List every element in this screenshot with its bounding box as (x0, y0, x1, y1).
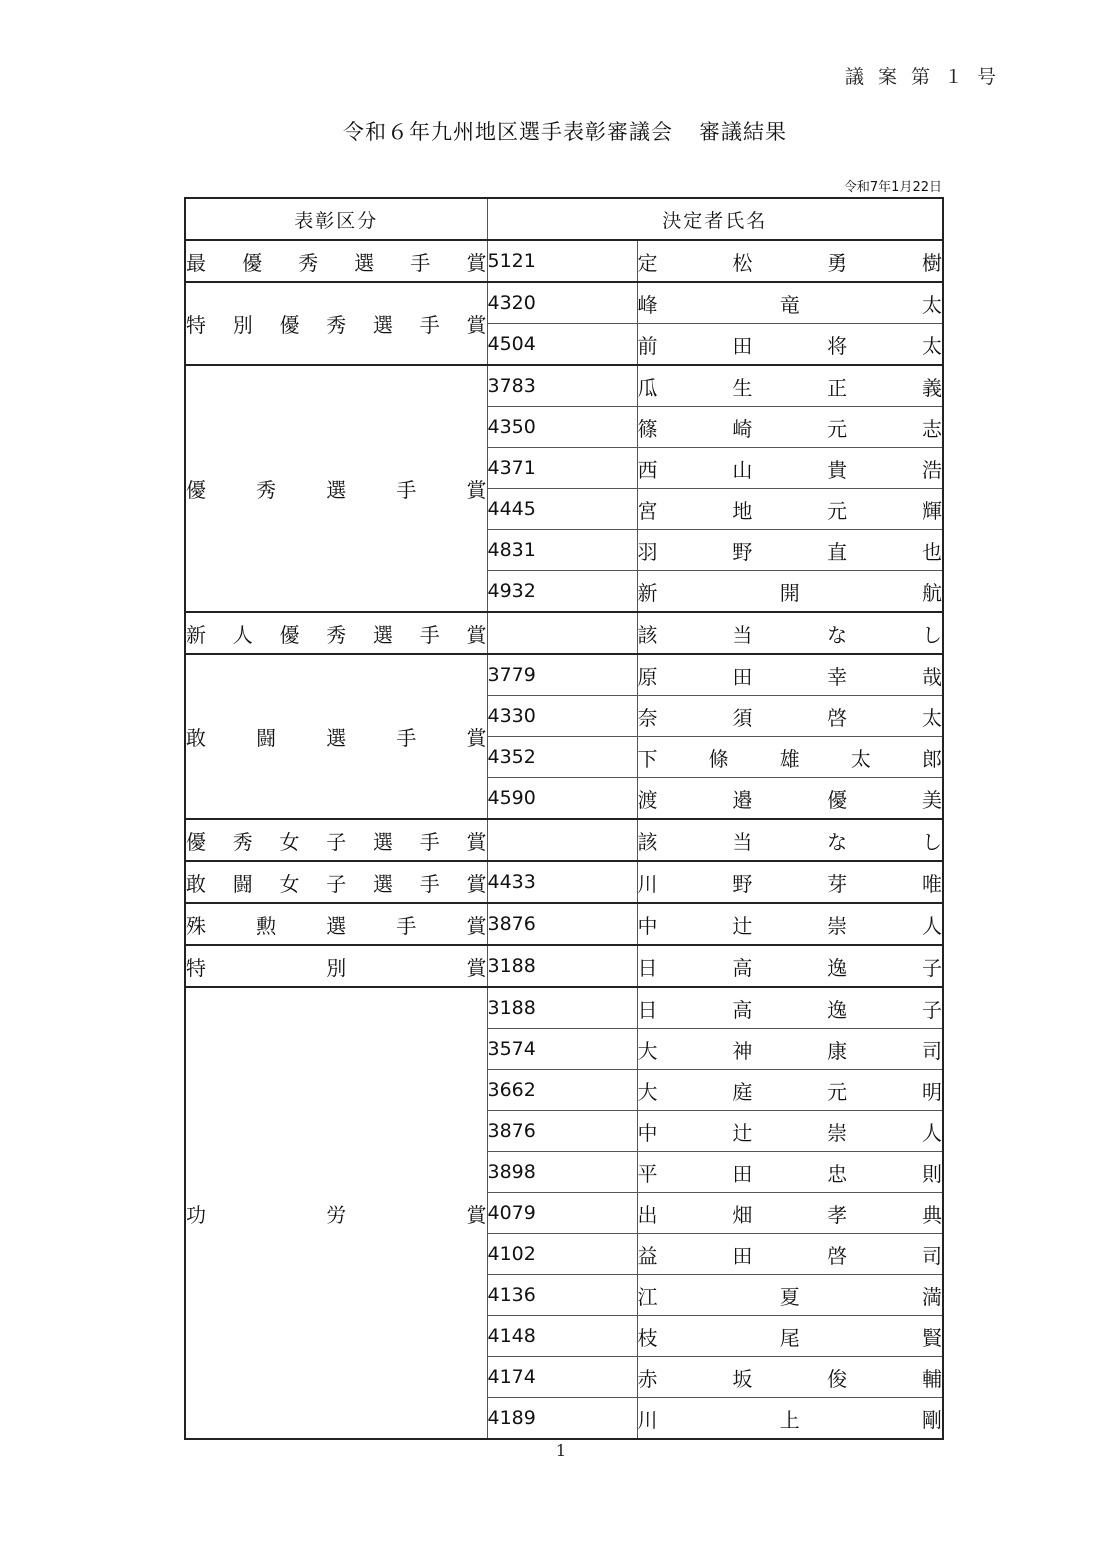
award-category-text: 敢 闘 選 手 賞 (186, 726, 487, 750)
racer-name-text: 大 神 康 司 (637, 1038, 942, 1063)
racer-name (637, 654, 943, 696)
racer-number: 4590 (487, 778, 637, 820)
racer-name-text: 奈 須 啓 太 (637, 705, 942, 730)
awards-table (184, 197, 944, 1440)
award-category (185, 654, 487, 819)
racer-number: 4371 (487, 448, 637, 489)
racer-name-text: 川 上 剛 (637, 1407, 942, 1432)
racer-number: 4352 (487, 737, 637, 778)
award-category-text: 最 優 秀 選 手 賞 (186, 250, 487, 275)
table-row (185, 612, 943, 654)
page-number: 1 (555, 1441, 567, 1460)
document-title (0, 116, 1100, 146)
racer-number: 4102 (487, 1234, 637, 1275)
racer-name-text: 江 夏 満 (637, 1284, 942, 1309)
racer-number: 3188 (487, 945, 637, 987)
racer-name (637, 1111, 943, 1152)
table-row (185, 240, 943, 282)
racer-number: 4330 (487, 696, 637, 737)
racer-number: 3876 (487, 1111, 637, 1152)
racer-name (637, 1357, 943, 1398)
racer-number: 3876 (487, 903, 637, 945)
racer-number: 4445 (487, 489, 637, 530)
racer-name-text: 該 当 な し (637, 622, 942, 647)
racer-name (637, 1029, 943, 1070)
racer-number: 4932 (487, 571, 637, 613)
racer-number: 3574 (487, 1029, 637, 1070)
racer-name-text: 篠 崎 元 志 (637, 416, 942, 441)
award-category (185, 612, 487, 654)
racer-number: 4831 (487, 530, 637, 571)
racer-name-text: 瓜 生 正 義 (637, 375, 942, 400)
racer-name-text: 日 高 逸 子 (637, 997, 942, 1022)
racer-name-text: 下 條 雄 太 郎 (637, 746, 942, 771)
title-main: 令和６年九州地区選手表彰審議会 (343, 120, 673, 144)
racer-name (637, 324, 943, 366)
racer-name-text: 益 田 啓 司 (637, 1243, 942, 1268)
racer-name (637, 240, 943, 282)
racer-number (487, 819, 637, 861)
racer-number: 5121 (487, 240, 637, 282)
racer-name-text: 峰 竜 太 (637, 292, 942, 317)
racer-name (637, 571, 943, 613)
racer-name-text: 中 辻 崇 人 (637, 913, 942, 938)
award-category (185, 945, 487, 987)
document-number: 議案第１号 (844, 66, 1010, 88)
table-row (185, 945, 943, 987)
racer-name-text: 川 野 芽 唯 (637, 871, 942, 896)
award-category (185, 240, 487, 282)
award-category (185, 903, 487, 945)
racer-name (637, 945, 943, 987)
award-category (185, 819, 487, 861)
racer-name (637, 819, 943, 861)
table-row (185, 365, 943, 407)
racer-name (637, 530, 943, 571)
table-row (185, 903, 943, 945)
racer-name-text: 日 高 逸 子 (637, 955, 942, 980)
racer-number: 4148 (487, 1316, 637, 1357)
award-category-text: 特 別 優 秀 選 手 賞 (186, 313, 487, 337)
document-date: 令和7年1月22日 (843, 180, 942, 195)
racer-name-text: 前 田 将 太 (637, 333, 942, 358)
racer-name (637, 987, 943, 1029)
racer-name (637, 1234, 943, 1275)
award-category (185, 987, 487, 1439)
racer-number: 4504 (487, 324, 637, 366)
racer-name-text: 該 当 な し (637, 829, 942, 854)
racer-name (637, 365, 943, 407)
racer-number: 3779 (487, 654, 637, 696)
title-suffix: 審議結果 (699, 120, 787, 144)
racer-name-text: 赤 坂 俊 輔 (637, 1366, 942, 1391)
awards-body (185, 240, 943, 1439)
racer-name (637, 903, 943, 945)
racer-name (637, 696, 943, 737)
racer-name-text: 定 松 勇 樹 (637, 250, 942, 275)
racer-name-text: 出 畑 孝 典 (637, 1202, 942, 1227)
racer-number: 3188 (487, 987, 637, 1029)
racer-name-text: 原 田 幸 哉 (637, 664, 942, 689)
table-row (185, 987, 943, 1029)
racer-number: 4433 (487, 861, 637, 903)
award-category-text: 優 秀 選 手 賞 (186, 478, 487, 502)
header-category: 表彰区分 (185, 198, 487, 240)
racer-name-text: 中 辻 崇 人 (637, 1120, 942, 1145)
award-category-text: 優 秀 女 子 選 手 賞 (186, 829, 487, 854)
racer-name-text: 渡 邉 優 美 (637, 787, 942, 812)
racer-name-text: 西 山 貴 浩 (637, 457, 942, 482)
racer-name-text: 平 田 忠 則 (637, 1161, 942, 1186)
racer-name (637, 1070, 943, 1111)
racer-number: 4350 (487, 407, 637, 448)
table-header-row (185, 198, 943, 240)
racer-name-text: 新 開 航 (637, 580, 942, 605)
award-category-text: 敢 闘 女 子 選 手 賞 (186, 871, 487, 896)
table-row (185, 654, 943, 696)
racer-number: 4189 (487, 1398, 637, 1440)
award-category (185, 282, 487, 365)
racer-name (637, 489, 943, 530)
racer-number: 3662 (487, 1070, 637, 1111)
racer-number: 4320 (487, 282, 637, 324)
racer-number: 4136 (487, 1275, 637, 1316)
racer-number: 4174 (487, 1357, 637, 1398)
racer-name (637, 1398, 943, 1440)
racer-name (637, 1193, 943, 1234)
table-row (185, 861, 943, 903)
header-names: 決定者氏名 (487, 198, 943, 240)
racer-number: 3783 (487, 365, 637, 407)
racer-name (637, 1152, 943, 1193)
racer-name (637, 612, 943, 654)
racer-name-text: 羽 野 直 也 (637, 539, 942, 564)
table-row (185, 819, 943, 861)
award-category-text: 功 労 賞 (186, 1202, 487, 1227)
racer-number: 3898 (487, 1152, 637, 1193)
racer-name (637, 737, 943, 778)
award-category-text: 特 別 賞 (186, 955, 487, 980)
award-category-text: 殊 勲 選 手 賞 (186, 913, 487, 938)
racer-number: 4079 (487, 1193, 637, 1234)
racer-name-text: 枝 尾 賢 (637, 1325, 942, 1350)
racer-name (637, 861, 943, 903)
award-category (185, 861, 487, 903)
racer-name (637, 1275, 943, 1316)
racer-name (637, 1316, 943, 1357)
racer-name (637, 282, 943, 324)
racer-number (487, 612, 637, 654)
award-category-text: 新 人 優 秀 選 手 賞 (186, 622, 487, 647)
award-category (185, 365, 487, 612)
racer-name-text: 大 庭 元 明 (637, 1079, 942, 1104)
racer-name-text: 宮 地 元 輝 (637, 498, 942, 523)
racer-name (637, 407, 943, 448)
racer-name (637, 778, 943, 820)
racer-name (637, 448, 943, 489)
table-row (185, 282, 943, 324)
